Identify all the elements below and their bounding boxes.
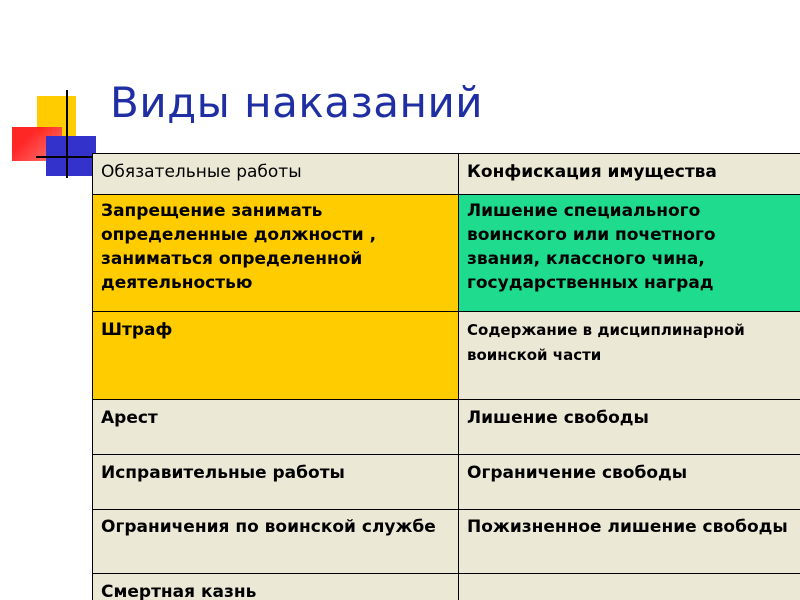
table-row bbox=[93, 510, 800, 574]
table-row bbox=[93, 455, 800, 510]
table-cell: Запрещение занимать определенные должности , заниматься определенной деятельностью bbox=[93, 195, 459, 312]
table-cell: Обязательные работы bbox=[93, 154, 459, 195]
table-cell: Ограничение свободы bbox=[459, 455, 800, 510]
table-row bbox=[93, 400, 800, 455]
table-cell: Лишение специального воинского или почетного звания, классного чина, государственных наград bbox=[459, 195, 800, 312]
logo-vertical-line bbox=[66, 90, 68, 178]
slide-title: Виды наказаний bbox=[110, 78, 484, 127]
table-cell: Смертная казнь bbox=[93, 574, 459, 600]
table-cell: Исправительные работы bbox=[93, 455, 459, 510]
table-row bbox=[93, 312, 800, 400]
table-cell: Пожизненное лишение свободы bbox=[459, 510, 800, 574]
table-cell bbox=[459, 574, 800, 600]
table-row bbox=[93, 154, 800, 195]
table-cell: Ограничения по воинской службе bbox=[93, 510, 459, 574]
table-cell: Содержание в дисциплинарной воинской части bbox=[459, 312, 800, 400]
table-cell: Штраф bbox=[93, 312, 459, 400]
table-cell: Арест bbox=[93, 400, 459, 455]
table-row bbox=[93, 574, 800, 600]
table-row bbox=[93, 195, 800, 312]
table-cell: Лишение свободы bbox=[459, 400, 800, 455]
logo-horizontal-line bbox=[36, 156, 98, 158]
punishments-table bbox=[92, 153, 800, 600]
table-cell: Конфискация имущества bbox=[459, 154, 800, 195]
